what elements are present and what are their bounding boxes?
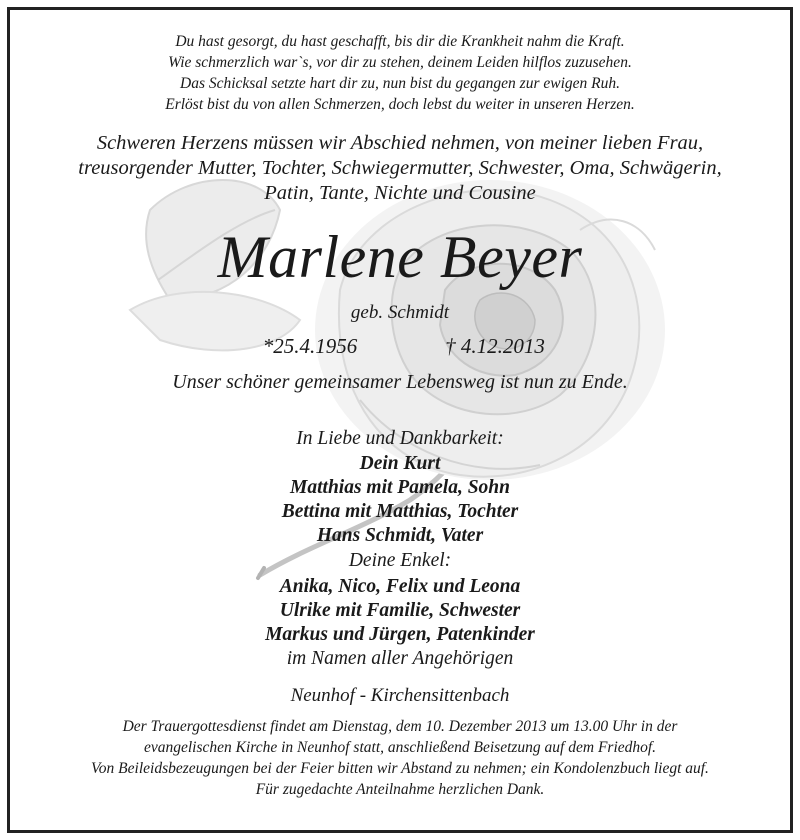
mourners-heading: In Liebe und Dankbarkeit: <box>296 428 504 449</box>
intro-line: treusorgender Mutter, Tochter, Schwiegermutter, Schwester, Oma, Schwägerin, <box>78 157 722 179</box>
mourner-name: Ulrike mit Familie, Schwester <box>279 600 521 621</box>
relatives-line: im Namen aller Angehörigen <box>286 648 514 669</box>
service-info-line: Von Beileidsbezeugungen bei der Feier bitten wir Abstand zu nehmen; ein Kondolenzbuch liegt auf. <box>91 760 709 777</box>
poem-line: Du hast gesorgt, du hast geschafft, bis dir die Krankheit nahm die Kraft. <box>175 33 625 50</box>
mourner-name: Dein Kurt <box>359 453 441 474</box>
poem-line: Wie schmerzlich war`s, vor dir zu stehen, deinem Leiden hilflos zuzusehen. <box>168 54 632 71</box>
death-date: † 4.12.2013 <box>445 334 545 358</box>
service-info-line: Der Trauergottesdienst findet am Dienstag, dem 10. Dezember 2013 um 13.00 Uhr in der <box>122 718 678 735</box>
grandchildren-heading: Deine Enkel: <box>348 550 452 571</box>
mourner-name: Hans Schmidt, Vater <box>316 525 484 546</box>
intro-line: Patin, Tante, Nichte und Cousine <box>264 182 536 204</box>
poem-line: Das Schicksal setzte hart dir zu, nun bist du gegangen zur ewigen Ruh. <box>180 75 620 92</box>
closing-line: Unser schöner gemeinsamer Lebensweg ist nun zu Ende. <box>172 371 628 393</box>
service-info-line: Für zugedachte Anteilnahme herzlichen Dank. <box>255 781 545 798</box>
poem-line: Erlöst bist du von allen Schmerzen, doch lebst du weiter in unseren Herzen. <box>165 96 635 113</box>
mourner-name: Markus und Jürgen, Patenkinder <box>265 624 535 645</box>
intro-line: Schweren Herzens müssen wir Abschied nehmen, von meiner lieben Frau, <box>96 132 704 154</box>
place: Neunhof - Kirchensittenbach <box>290 685 510 706</box>
service-info-line: evangelischen Kirche in Neunhof statt, anschließend Beisetzung auf dem Friedhof. <box>143 739 657 756</box>
mourner-name: Matthias mit Pamela, Sohn <box>290 477 510 498</box>
birth-date: *25.4.1956 <box>262 334 358 358</box>
maiden-name: geb. Schmidt <box>350 302 450 323</box>
mourner-name: Bettina mit Matthias, Tochter <box>281 501 519 522</box>
deceased-name: Marlene Beyer <box>217 224 583 290</box>
mourner-name: Anika, Nico, Felix und Leona <box>279 576 521 597</box>
